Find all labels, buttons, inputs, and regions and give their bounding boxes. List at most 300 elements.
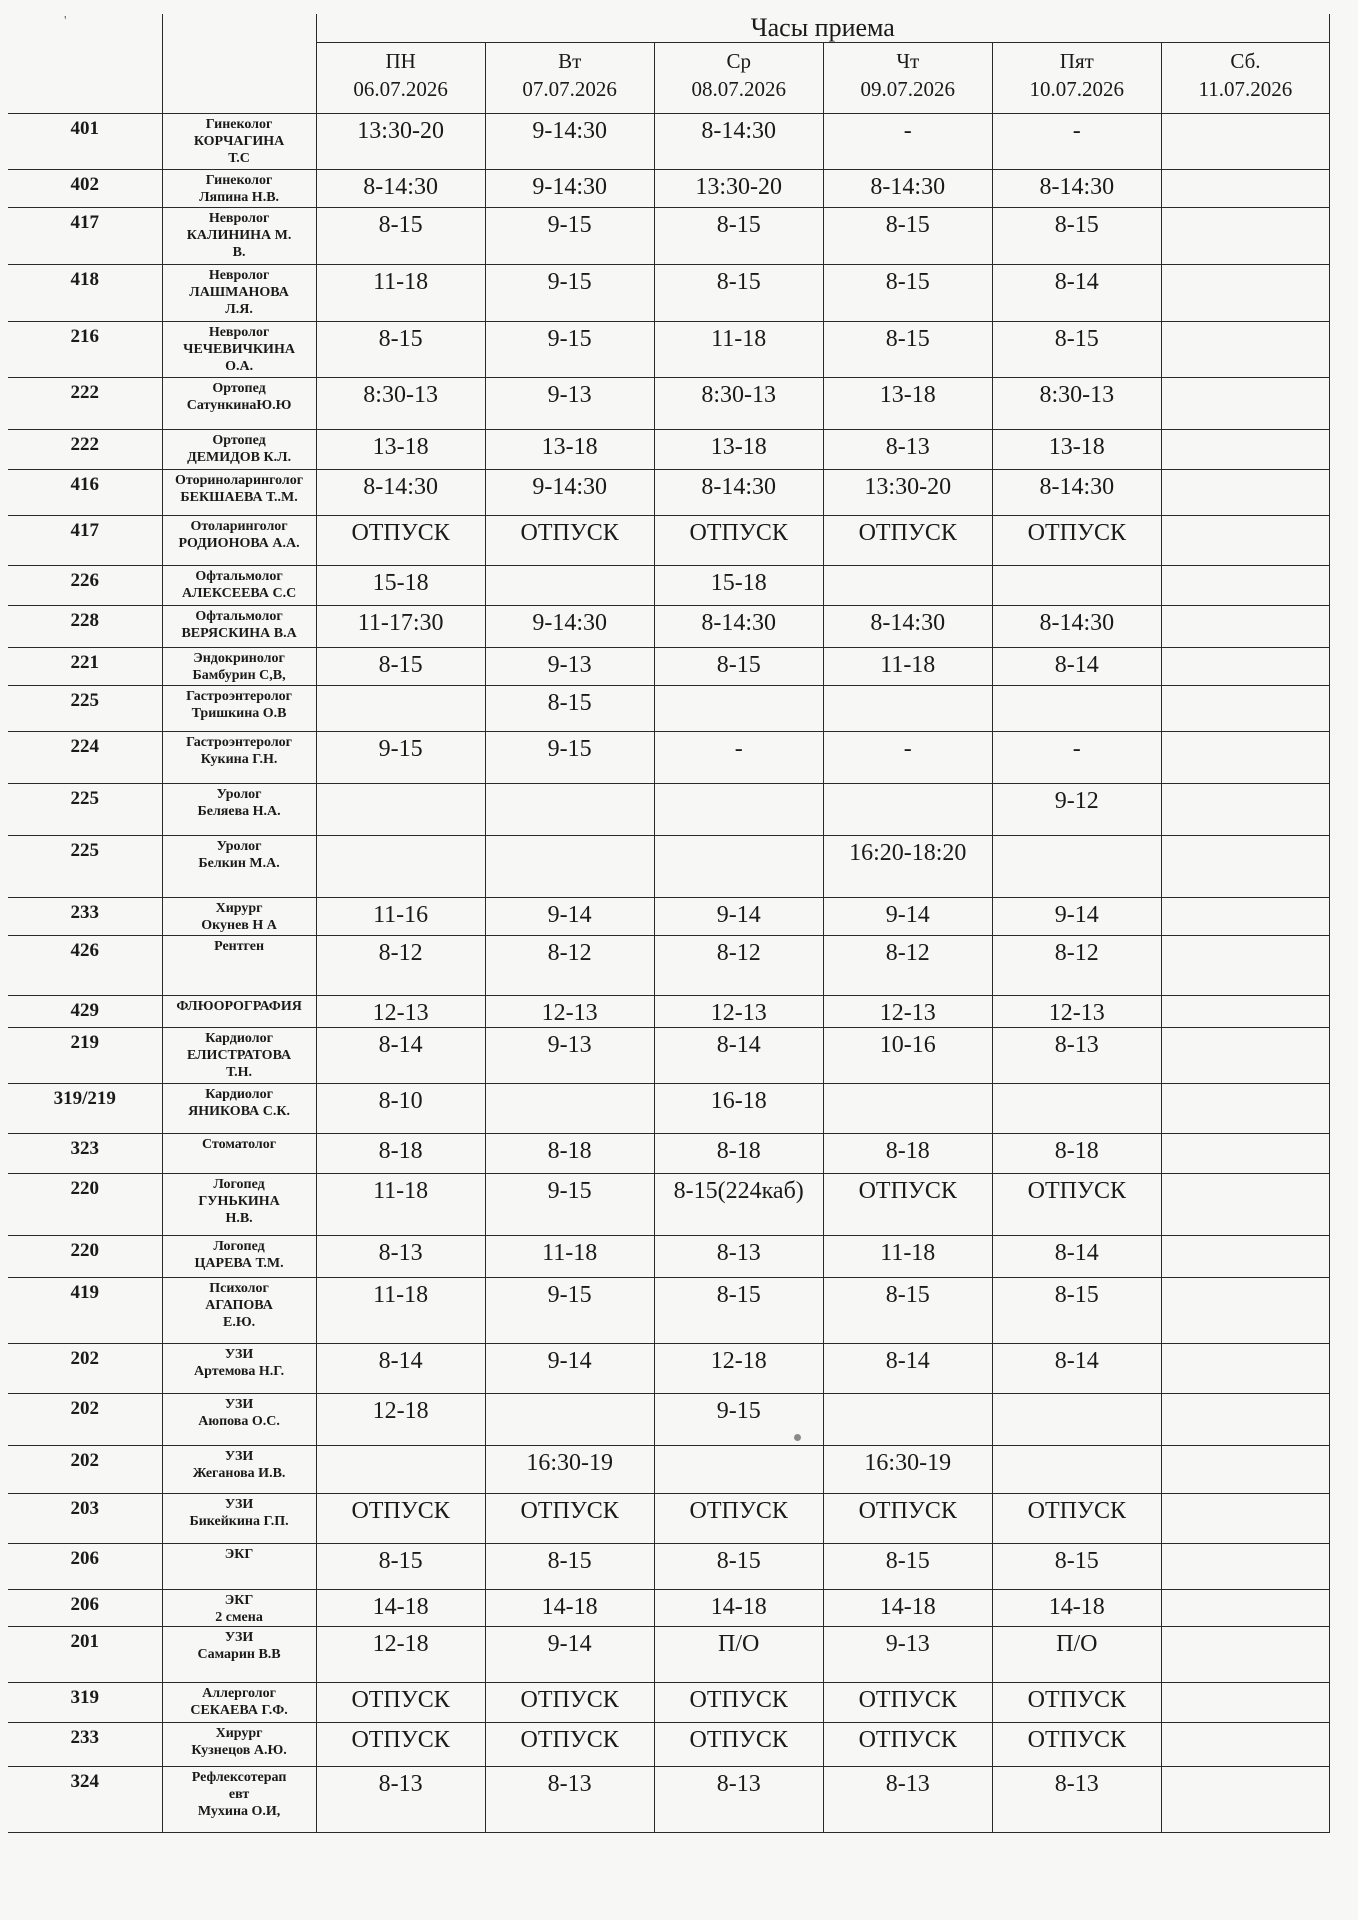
time-cell: 8-15 [823,1544,992,1590]
time-cell: 8-13 [823,430,992,470]
time-cell [992,1446,1161,1494]
day-date: 09.07.2026 [860,77,955,101]
doctor-name-line: ДЕМИДОВ К.Л. [187,450,292,465]
doctor-name-line: Мухина О.И, [197,1804,281,1819]
time-cell: 16:30-19 [823,1446,992,1494]
time-cell [316,686,485,732]
time-cell [1161,170,1329,208]
time-cell: 8-15 [485,1544,654,1590]
room-number: 216 [8,322,162,378]
doctor-name-line: Бамбурин С,В, [192,668,286,683]
time-cell: - [992,732,1161,784]
doctor-specialty: Ортопед [212,433,266,448]
time-cell: 9-14 [654,898,823,936]
time-cell: 10-16 [823,1028,992,1084]
time-cell [823,1394,992,1446]
doctor-cell [162,1028,316,1084]
doctor-specialty: УЗИ [224,1630,254,1645]
time-cell: 9-15 [654,1394,823,1446]
doctor-cell [162,898,316,936]
doctor-specialty: Гинеколог [205,117,273,132]
time-cell [654,836,823,898]
doctor-cell [162,1134,316,1174]
time-cell: 8-15 [992,1544,1161,1590]
doctor-name-line: Самарин В.В [197,1647,281,1662]
time-cell: 8-15 [485,686,654,732]
time-cell [485,784,654,836]
time-cell: 8-18 [316,1134,485,1174]
table-row [8,1174,1330,1236]
time-cell: 9-15 [316,732,485,784]
header-room-cell [8,14,162,114]
doctor-name-line: РОДИОНОВА А.А. [178,536,300,551]
time-cell: 12-13 [992,996,1161,1028]
time-cell [485,1394,654,1446]
table-row [8,1767,1330,1833]
doctor-name-line: КАЛИНИНА М. [186,228,292,243]
time-cell: 8-12 [485,936,654,996]
room-number: 225 [8,686,162,732]
time-cell: 12-18 [316,1627,485,1683]
doctor-name-line: Аюпова О.С. [198,1414,280,1429]
doctor-name-line: ВЕРЯСКИНА В.А [181,626,297,641]
doctor-cell [162,1394,316,1446]
time-cell: 8-15(224каб) [654,1174,823,1236]
time-cell [1161,1134,1329,1174]
time-cell [992,686,1161,732]
time-cell [1161,378,1329,430]
table-row [8,836,1330,898]
time-cell: 13-18 [654,430,823,470]
time-cell: 9-15 [485,208,654,265]
time-cell [316,1446,485,1494]
time-cell [1161,1278,1329,1344]
time-cell [1161,898,1329,936]
room-number: 226 [8,566,162,606]
doctor-specialty: УЗИ [224,1449,254,1464]
time-cell: 14-18 [992,1590,1161,1627]
day-name: Пят [1059,49,1094,73]
time-cell [1161,430,1329,470]
day-header-1 [485,43,654,114]
doctor-name-line: Жеганова И.В. [192,1466,286,1481]
table-row [8,1344,1330,1394]
time-cell [1161,784,1329,836]
doctor-specialty: Кардиолог [205,1087,273,1102]
time-cell: 9-13 [485,378,654,430]
table-row [8,784,1330,836]
doctor-specialty: Уролог [216,839,262,854]
time-cell [1161,648,1329,686]
doctor-name-line: Е.Ю. [223,1315,256,1330]
doctor-name-line: ЛАШМАНОВА [189,285,289,300]
time-cell [1161,1028,1329,1084]
doctor-cell [162,208,316,265]
time-cell [1161,470,1329,516]
schedule-title: Часы приема [316,14,1329,43]
room-number: 417 [8,516,162,566]
doctor-name-line: ЯНИКОВА С.К. [188,1104,291,1119]
table-row [8,470,1330,516]
time-cell: ОТПУСК [654,1494,823,1544]
doctor-cell [162,566,316,606]
doctor-specialty: Оториноларинголог [175,473,304,488]
doctor-specialty: ФЛЮОРОГРАФИЯ [176,999,302,1014]
time-cell [1161,1344,1329,1394]
time-cell [1161,1236,1329,1278]
room-number: 225 [8,784,162,836]
doctor-specialty: УЗИ [224,1497,254,1512]
time-cell: 8-15 [654,1544,823,1590]
time-cell [1161,1446,1329,1494]
time-cell: ОТПУСК [992,1683,1161,1723]
doctor-name-line: Т.С [228,151,250,166]
time-cell [823,784,992,836]
day-header-4 [992,43,1161,114]
time-cell: 11-18 [485,1236,654,1278]
table-row [8,114,1330,170]
doctor-specialty: Гинеколог [205,173,273,188]
table-row [8,1236,1330,1278]
time-cell [823,1084,992,1134]
doctor-specialty: Логопед [213,1177,265,1192]
time-cell: 8-15 [654,265,823,322]
time-cell [1161,1494,1329,1544]
time-cell [316,784,485,836]
time-cell: ОТПУСК [485,1494,654,1544]
room-number: 416 [8,470,162,516]
doctor-specialty: Рефлексотерап [191,1770,287,1785]
doctor-name-line: Т.Н. [226,1065,252,1080]
room-number: 220 [8,1174,162,1236]
doctor-specialty: УЗИ [224,1347,254,1362]
time-cell: 8-14:30 [654,470,823,516]
time-cell: - [654,732,823,784]
time-cell: 8-12 [654,936,823,996]
time-cell: ОТПУСК [992,516,1161,566]
schedule-body [8,114,1330,1833]
doctor-name-line: АЛЕКСЕЕВА С.С [181,586,297,601]
doctor-cell [162,784,316,836]
time-cell: 14-18 [316,1590,485,1627]
room-number: 323 [8,1134,162,1174]
table-row [8,170,1330,208]
time-cell: 8-12 [992,936,1161,996]
time-cell: ОТПУСК [316,1683,485,1723]
time-cell: 11-16 [316,898,485,936]
table-row [8,1446,1330,1494]
time-cell: ОТПУСК [316,516,485,566]
table-row [8,1590,1330,1627]
doctor-specialty: Хирург [215,1726,263,1741]
time-cell: 12-13 [485,996,654,1028]
doctor-specialty: Хирург [215,901,263,916]
doctor-name-line: Ляпина Н.В. [199,190,280,205]
time-cell: ОТПУСК [992,1494,1161,1544]
time-cell: ОТПУСК [485,1683,654,1723]
table-row [8,566,1330,606]
doctor-specialty: Гастроэнтеролог [186,735,293,750]
doctor-name-line: 2 смена [215,1610,263,1625]
time-cell: 11-18 [316,1174,485,1236]
doctor-specialty: Рентген [214,939,265,954]
time-cell: 8-14 [992,648,1161,686]
time-cell: 9-14 [992,898,1161,936]
doctor-specialty: Невролог [208,211,270,226]
time-cell: П/О [654,1627,823,1683]
time-cell: 8-13 [316,1236,485,1278]
time-cell: 9-14 [485,1344,654,1394]
time-cell: ОТПУСК [823,1494,992,1544]
time-cell: 9-15 [485,1278,654,1344]
time-cell: 8-15 [654,208,823,265]
doctor-name-line: ЧЕЧЕВИЧКИНА [183,342,295,357]
time-cell: 11-18 [654,322,823,378]
doctor-specialty: Эндокринолог [193,651,285,666]
doctor-name-line: ЦАРЕВА Т.М. [194,1256,284,1271]
time-cell: 8-12 [823,936,992,996]
time-cell [485,1084,654,1134]
time-cell: 8-14 [992,1344,1161,1394]
time-cell: 9-14:30 [485,170,654,208]
table-row [8,898,1330,936]
time-cell [485,566,654,606]
table-row [8,936,1330,996]
time-cell: 9-14:30 [485,470,654,516]
doctor-specialty: Невролог [208,268,270,283]
doctor-cell [162,1494,316,1544]
table-row [8,322,1330,378]
time-cell [1161,1683,1329,1723]
time-cell: 8-13 [485,1767,654,1833]
time-cell: 8-15 [316,208,485,265]
doctor-cell [162,1627,316,1683]
doctor-name-line: евт [228,1787,250,1802]
time-cell: 16-18 [654,1084,823,1134]
doctor-cell [162,606,316,648]
doctor-specialty: Аллерголог [202,1686,276,1701]
doctor-specialty: Невролог [208,325,270,340]
doctor-specialty: Логопед [213,1239,265,1254]
time-cell: 9-14 [823,898,992,936]
table-row [8,686,1330,732]
time-cell [1161,1767,1329,1833]
doctor-specialty: Офтальмолог [195,569,283,584]
time-cell [823,566,992,606]
doctor-name-line: ГУНЬКИНА [198,1194,280,1209]
time-cell [1161,1394,1329,1446]
doctor-name-line: Белкин М.А. [198,856,280,871]
schedule-sheet [8,14,1330,1833]
room-number: 219 [8,1028,162,1084]
room-number: 319/219 [8,1084,162,1134]
doctor-cell [162,1174,316,1236]
time-cell: 8:30-13 [316,378,485,430]
time-cell: 11-18 [316,1278,485,1344]
time-cell: 9-13 [823,1627,992,1683]
time-cell: 8-14:30 [992,606,1161,648]
doctor-name-line: БЕКШАЕВА Т..М. [180,490,298,505]
time-cell: 8-18 [992,1134,1161,1174]
scan-speck [794,1434,801,1441]
table-row [8,732,1330,784]
time-cell [1161,936,1329,996]
time-cell: 9-14:30 [485,114,654,170]
time-cell: 8-14:30 [823,606,992,648]
time-cell: ОТПУСК [823,516,992,566]
table-row [8,516,1330,566]
time-cell: 9-13 [485,648,654,686]
time-cell: 8-15 [823,322,992,378]
time-cell: 9-14 [485,1627,654,1683]
time-cell: ОТПУСК [485,1723,654,1767]
time-cell: 8-14 [823,1344,992,1394]
time-cell: 8-14 [316,1028,485,1084]
time-cell: 8-13 [654,1767,823,1833]
room-number: 206 [8,1590,162,1627]
table-row [8,208,1330,265]
room-number: 402 [8,170,162,208]
table-row [8,1028,1330,1084]
doctor-cell [162,1683,316,1723]
room-number: 228 [8,606,162,648]
time-cell [1161,208,1329,265]
time-cell: 13-18 [992,430,1161,470]
time-cell [1161,566,1329,606]
table-row [8,1494,1330,1544]
time-cell: 9-14 [485,898,654,936]
time-cell: 11-17:30 [316,606,485,648]
time-cell: 8-15 [992,322,1161,378]
time-cell [316,836,485,898]
time-cell [1161,322,1329,378]
doctor-cell [162,1544,316,1590]
time-cell [485,836,654,898]
time-cell: ОТПУСК [654,1683,823,1723]
time-cell: 8-15 [992,208,1161,265]
room-number: 324 [8,1767,162,1833]
time-cell: 13:30-20 [823,470,992,516]
day-date: 07.07.2026 [522,77,617,101]
time-cell: 13:30-20 [316,114,485,170]
doctor-cell [162,378,316,430]
doctor-specialty: Ортопед [212,381,266,396]
time-cell: 8-14:30 [654,114,823,170]
room-number: 233 [8,1723,162,1767]
time-cell: 11-18 [316,265,485,322]
time-cell: 9-15 [485,1174,654,1236]
doctor-cell [162,1446,316,1494]
doctor-cell [162,170,316,208]
time-cell: 12-18 [316,1394,485,1446]
room-number: 202 [8,1446,162,1494]
time-cell: 13:30-20 [654,170,823,208]
doctor-specialty: Уролог [216,787,262,802]
table-row [8,265,1330,322]
doctor-specialty: Офтальмолог [195,609,283,624]
time-cell: 8-14 [654,1028,823,1084]
doctor-cell [162,430,316,470]
time-cell: 15-18 [316,566,485,606]
time-cell: 11-18 [823,1236,992,1278]
table-row [8,1723,1330,1767]
doctor-cell [162,516,316,566]
time-cell: 11-18 [823,648,992,686]
day-name: Сб. [1230,49,1261,73]
room-number: 401 [8,114,162,170]
day-header-5 [1161,43,1329,114]
time-cell: 12-18 [654,1344,823,1394]
time-cell [1161,606,1329,648]
table-row [8,1134,1330,1174]
time-cell [1161,114,1329,170]
doctor-specialty: Кардиолог [205,1031,273,1046]
time-cell: 8:30-13 [992,378,1161,430]
time-cell: ОТПУСК [485,516,654,566]
table-row [8,648,1330,686]
doctor-specialty: Психолог [209,1281,269,1296]
time-cell: ОТПУСК [992,1174,1161,1236]
doctor-cell [162,936,316,996]
time-cell: 8-15 [654,1278,823,1344]
table-row [8,606,1330,648]
time-cell [1161,265,1329,322]
doctor-specialty: ЭКГ [224,1593,254,1608]
time-cell: 8-14 [992,1236,1161,1278]
time-cell: 8-18 [654,1134,823,1174]
time-cell [992,1084,1161,1134]
time-cell: 8-14 [992,265,1161,322]
time-cell: 8-15 [992,1278,1161,1344]
doctor-name-line: Бикейкина Г.П. [189,1514,289,1529]
time-cell: 12-13 [654,996,823,1028]
room-number: 426 [8,936,162,996]
room-number: 225 [8,836,162,898]
doctor-specialty: ЭКГ [224,1547,254,1562]
room-number: 202 [8,1344,162,1394]
doctor-cell [162,265,316,322]
room-number: 419 [8,1278,162,1344]
time-cell: 13-18 [485,430,654,470]
day-name: ПН [385,49,416,73]
time-cell: 12-13 [316,996,485,1028]
time-cell [992,836,1161,898]
table-row [8,1394,1330,1446]
doctor-name-line: Тришкина О.В [191,706,287,721]
doctor-cell [162,114,316,170]
doctor-cell [162,1278,316,1344]
time-cell: 8-14:30 [316,470,485,516]
time-cell: ОТПУСК [316,1494,485,1544]
time-cell [1161,1723,1329,1767]
room-number: 222 [8,378,162,430]
time-cell [992,1394,1161,1446]
day-name: Ср [726,49,751,73]
time-cell [1161,1590,1329,1627]
doctor-name-line: Кузнецов А.Ю. [191,1743,287,1758]
time-cell: 8-13 [654,1236,823,1278]
room-number: 203 [8,1494,162,1544]
time-cell: 8-18 [823,1134,992,1174]
table-row [8,1544,1330,1590]
doctor-name-line: Л.Я. [225,302,253,317]
doctor-cell [162,1723,316,1767]
doctor-specialty: Стоматолог [201,1137,277,1152]
time-cell [654,784,823,836]
doctor-cell [162,1236,316,1278]
doctor-cell [162,732,316,784]
room-number: 222 [8,430,162,470]
